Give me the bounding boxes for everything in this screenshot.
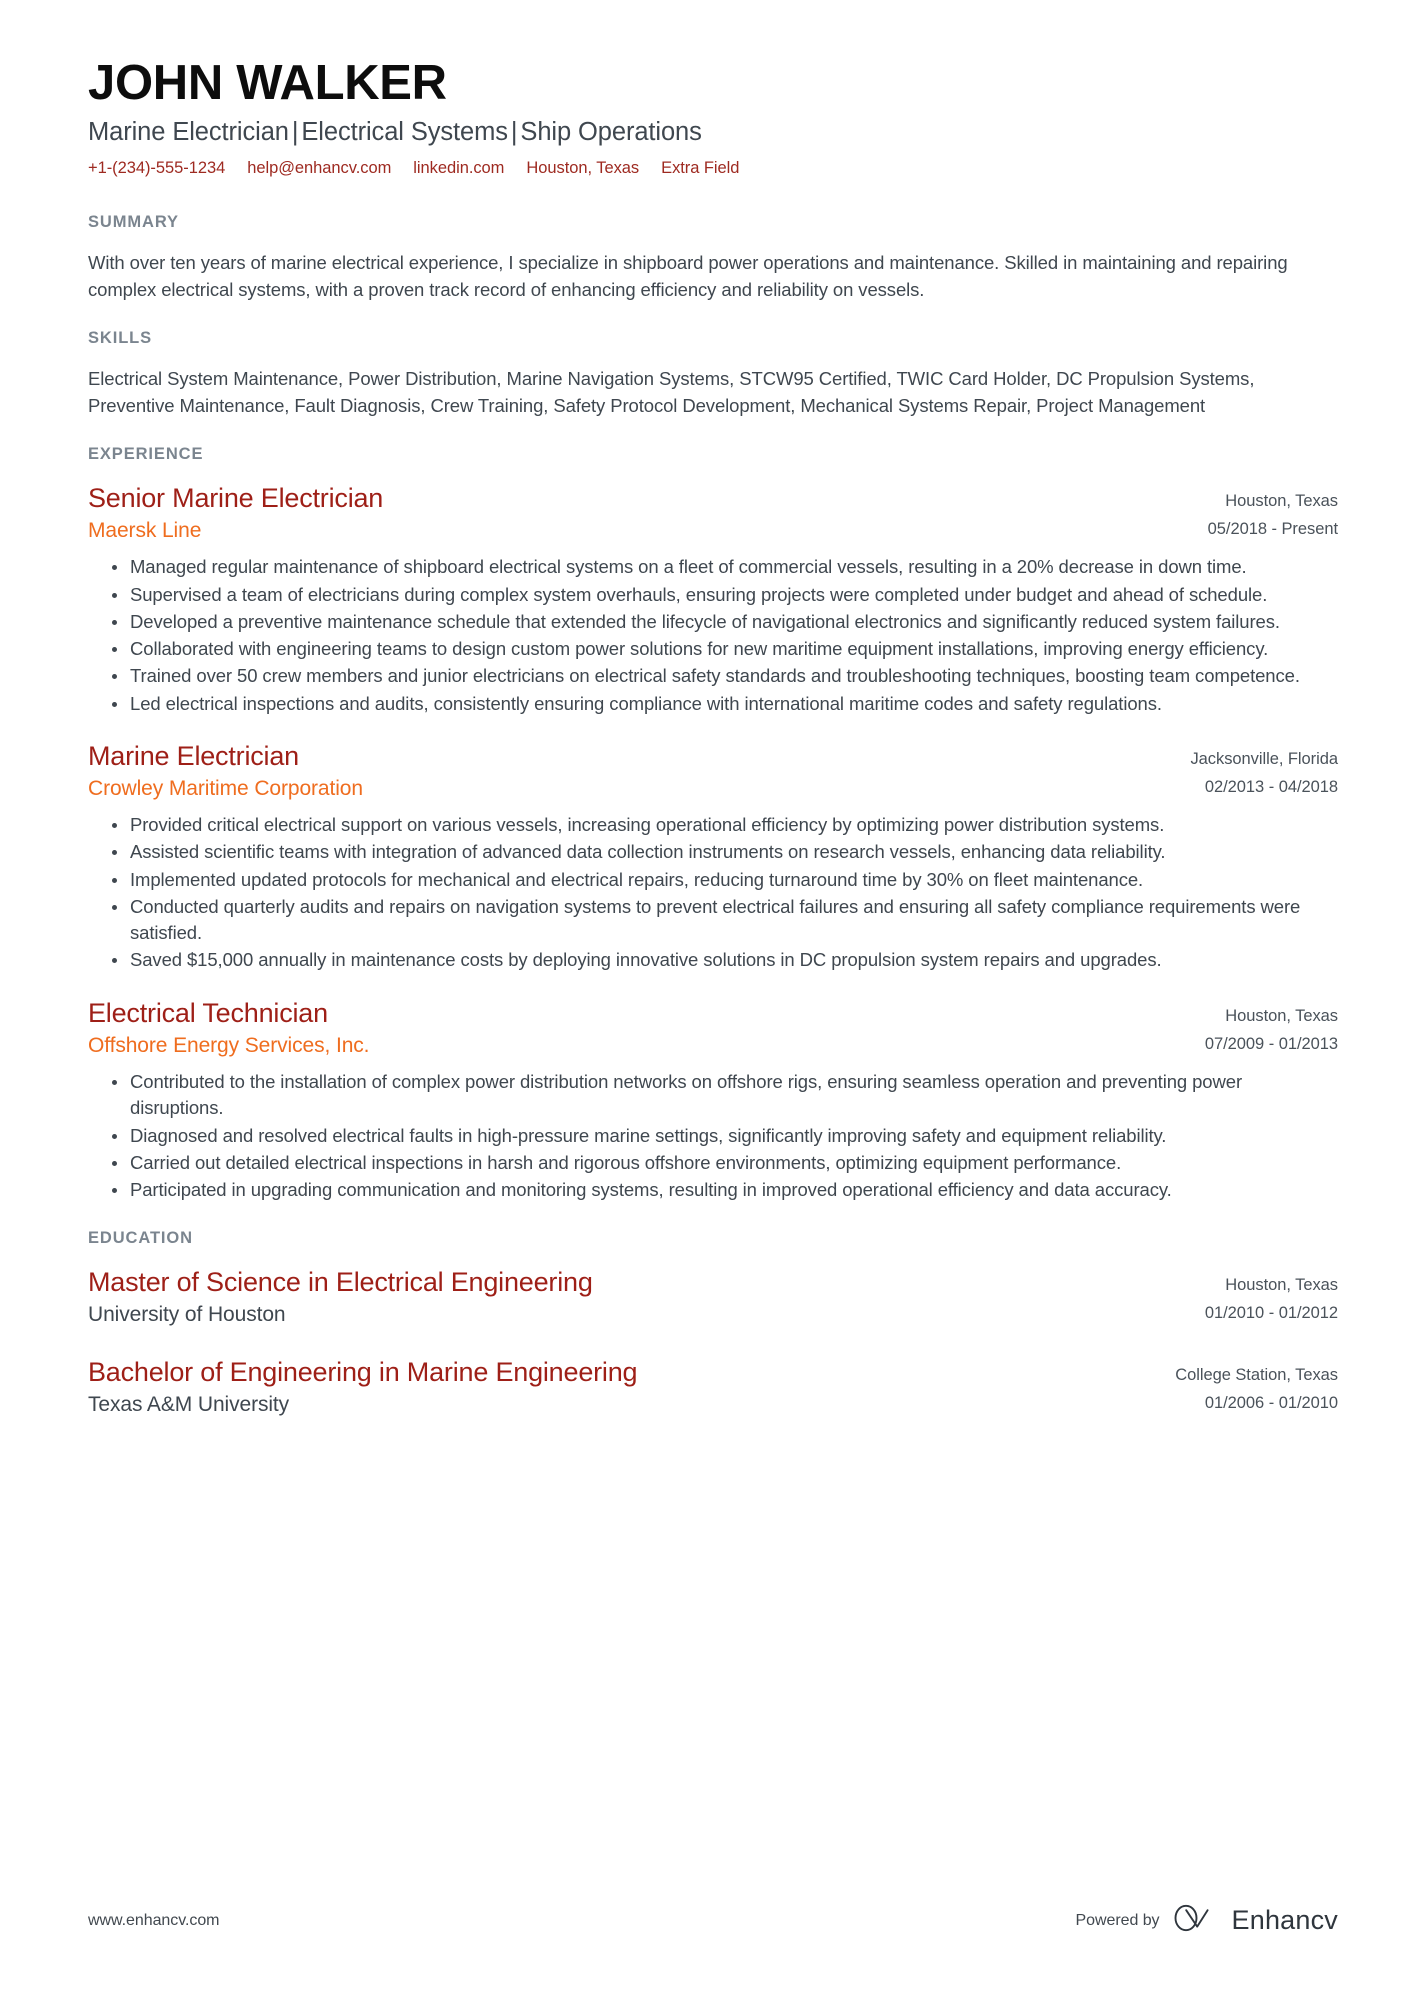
education-entry-date: 01/2010 - 01/2012	[1204, 1304, 1338, 1323]
contact-row	[88, 158, 1338, 179]
headline-part: Marine Electrician	[88, 117, 289, 146]
entry-bullet: Developed a preventive maintenance schedule that extended the lifecycle of navigational electronics and significantly reduced system failures.	[110, 609, 1338, 635]
entry-bullet-list	[88, 812, 1338, 974]
experience-entry-title: Electrical Technician	[88, 997, 328, 1028]
headline-part: Electrical Systems	[301, 117, 508, 146]
education-entry	[88, 1355, 1338, 1418]
section-experience	[88, 445, 1338, 1203]
contact-location[interactable]: Houston, Texas	[526, 158, 640, 177]
entry-left	[88, 739, 1148, 802]
entry-bullet: Assisted scientific teams with integration of advanced data collection instruments on research vessels, enhancing data reliability.	[110, 839, 1338, 865]
footer-brand	[1076, 1904, 1338, 1937]
section-title-skills: SKILLS	[88, 328, 153, 347]
entry-right	[1148, 1265, 1338, 1327]
experience-entry-location: Jacksonville, Florida	[1190, 749, 1338, 768]
headline	[88, 116, 1338, 149]
powered-by-label: Powered by	[1075, 1911, 1160, 1929]
entry-header	[88, 481, 1338, 544]
section-summary	[88, 213, 1338, 303]
enhancv-wordmark: Enhancv	[1231, 1905, 1338, 1935]
entry-left	[88, 1265, 1148, 1328]
experience-entry-organization: Maersk Line	[88, 518, 202, 542]
experience-entry-location: Houston, Texas	[1225, 491, 1338, 510]
contact-phone[interactable]: +1-(234)-555-1234	[88, 158, 226, 177]
experience-entries	[88, 481, 1338, 1203]
section-title-summary: SUMMARY	[88, 212, 179, 231]
experience-entry-date: 05/2018 - Present	[1207, 519, 1338, 538]
section-title-education: EDUCATION	[88, 1229, 193, 1248]
entry-bullet: Contributed to the installation of complex power distribution networks on offshore rigs, ensuring seamless operation and preventing power disruptions.	[110, 1069, 1338, 1122]
headline-separator: |	[291, 117, 299, 146]
entry-right	[1148, 1355, 1338, 1417]
experience-entry-date: 07/2009 - 01/2013	[1204, 1034, 1338, 1053]
experience-entry-title: Senior Marine Electrician	[88, 482, 384, 513]
education-entry-location: Houston, Texas	[1225, 1276, 1338, 1295]
education-entry-organization: University of Houston	[88, 1303, 286, 1327]
entry-bullet: Saved $15,000 annually in maintenance costs by deploying innovative solutions in DC propulsion system repairs and upgrades.	[110, 947, 1338, 973]
entry-left	[88, 996, 1148, 1059]
experience-entry-organization: Crowley Maritime Corporation	[88, 776, 363, 800]
entry-left	[88, 1355, 1148, 1418]
entry-left	[88, 481, 1148, 544]
entry-bullet: Participated in upgrading communication and monitoring systems, resulting in improved operational efficiency and data accuracy.	[110, 1177, 1338, 1203]
skills-text: Electrical System Maintenance, Power Distribution, Marine Navigation Systems, STCW95 Certified, TWIC Card Holder, DC Propulsion Systems, Preventive Maintenance, Fault Diagnosis, Crew Training, Safety Protocol Development, Mechanical Systems Repair, Project Management	[88, 367, 1255, 416]
contact-email[interactable]: help@enhancv.com	[247, 158, 392, 177]
summary-text: With over ten years of marine electrical experience, I specialize in shipboard power operations and maintenance. Skilled in maintaining and repairing complex electrical systems, with a proven track record of enhancing efficiency and reliability on vessels.	[88, 251, 1288, 300]
education-entry-organization: Texas A&M University	[88, 1392, 290, 1416]
entry-bullet: Carried out detailed electrical inspections in harsh and rigorous offshore environments, optimizing equipment performance.	[110, 1150, 1338, 1176]
entry-right	[1148, 481, 1338, 543]
entry-header	[88, 739, 1338, 802]
contact-linkedin[interactable]: linkedin.com	[413, 158, 505, 177]
entry-bullet: Managed regular maintenance of shipboard electrical systems on a fleet of commercial vessels, resulting in a 20% decrease in down time.	[110, 554, 1338, 580]
page-title: JOHN WALKER	[88, 56, 447, 110]
entry-bullet: Provided critical electrical support on various vessels, increasing operational efficiency by optimizing power distribution systems.	[110, 812, 1338, 838]
education-entries	[88, 1265, 1338, 1418]
experience-entry-title: Marine Electrician	[88, 740, 299, 771]
headline-separator: |	[510, 117, 518, 146]
education-entry-date: 01/2006 - 01/2010	[1204, 1393, 1338, 1412]
enhancv-logo-icon	[1173, 1904, 1219, 1937]
entry-bullet: Trained over 50 crew members and junior electricians on electrical safety standards and troubleshooting techniques, boosting team competence.	[110, 663, 1338, 689]
experience-entry-organization: Offshore Energy Services, Inc.	[88, 1033, 370, 1057]
headline-part: Ship Operations	[520, 117, 702, 146]
education-entry-title: Bachelor of Engineering in Marine Engineering	[88, 1356, 638, 1387]
experience-entry	[88, 739, 1338, 974]
entry-bullet: Led electrical inspections and audits, consistently ensuring compliance with international maritime codes and safety regulations.	[110, 691, 1338, 717]
experience-entry-location: Houston, Texas	[1225, 1006, 1338, 1025]
entry-bullet: Supervised a team of electricians during complex system overhauls, ensuring projects were completed under budget and ahead of schedule.	[110, 582, 1338, 608]
entry-header	[88, 996, 1338, 1059]
entry-bullet: Diagnosed and resolved electrical faults in high-pressure marine settings, significantly improving safety and equipment reliability.	[110, 1123, 1338, 1149]
entry-bullet-list	[88, 554, 1338, 717]
experience-entry	[88, 481, 1338, 717]
education-entry-location: College Station, Texas	[1175, 1365, 1338, 1384]
entry-right	[1148, 739, 1338, 801]
entry-bullet-list	[88, 1069, 1338, 1203]
experience-entry-date: 02/2013 - 04/2018	[1204, 777, 1338, 796]
entry-header	[88, 1265, 1338, 1328]
experience-entry	[88, 996, 1338, 1204]
section-education	[88, 1229, 1338, 1418]
contact-extra[interactable]: Extra Field	[661, 158, 740, 177]
resume-header	[88, 56, 1338, 179]
education-entry	[88, 1265, 1338, 1328]
entry-bullet: Collaborated with engineering teams to design custom power solutions for new maritime equipment installations, improving energy efficiency.	[110, 636, 1338, 662]
footer-website-link[interactable]: www.enhancv.com	[88, 1911, 220, 1929]
entry-right	[1148, 996, 1338, 1058]
section-skills	[88, 329, 1338, 419]
entry-header	[88, 1355, 1338, 1418]
section-title-experience: EXPERIENCE	[88, 444, 204, 463]
page-footer	[88, 1904, 1338, 1937]
education-entry-title: Master of Science in Electrical Engineering	[88, 1267, 593, 1298]
entry-bullet: Conducted quarterly audits and repairs on navigation systems to prevent electrical failures and ensuring all safety compliance requirements were satisfied.	[110, 894, 1338, 947]
entry-bullet: Implemented updated protocols for mechanical and electrical repairs, reducing turnaround time by 30% on fleet maintenance.	[110, 867, 1338, 893]
